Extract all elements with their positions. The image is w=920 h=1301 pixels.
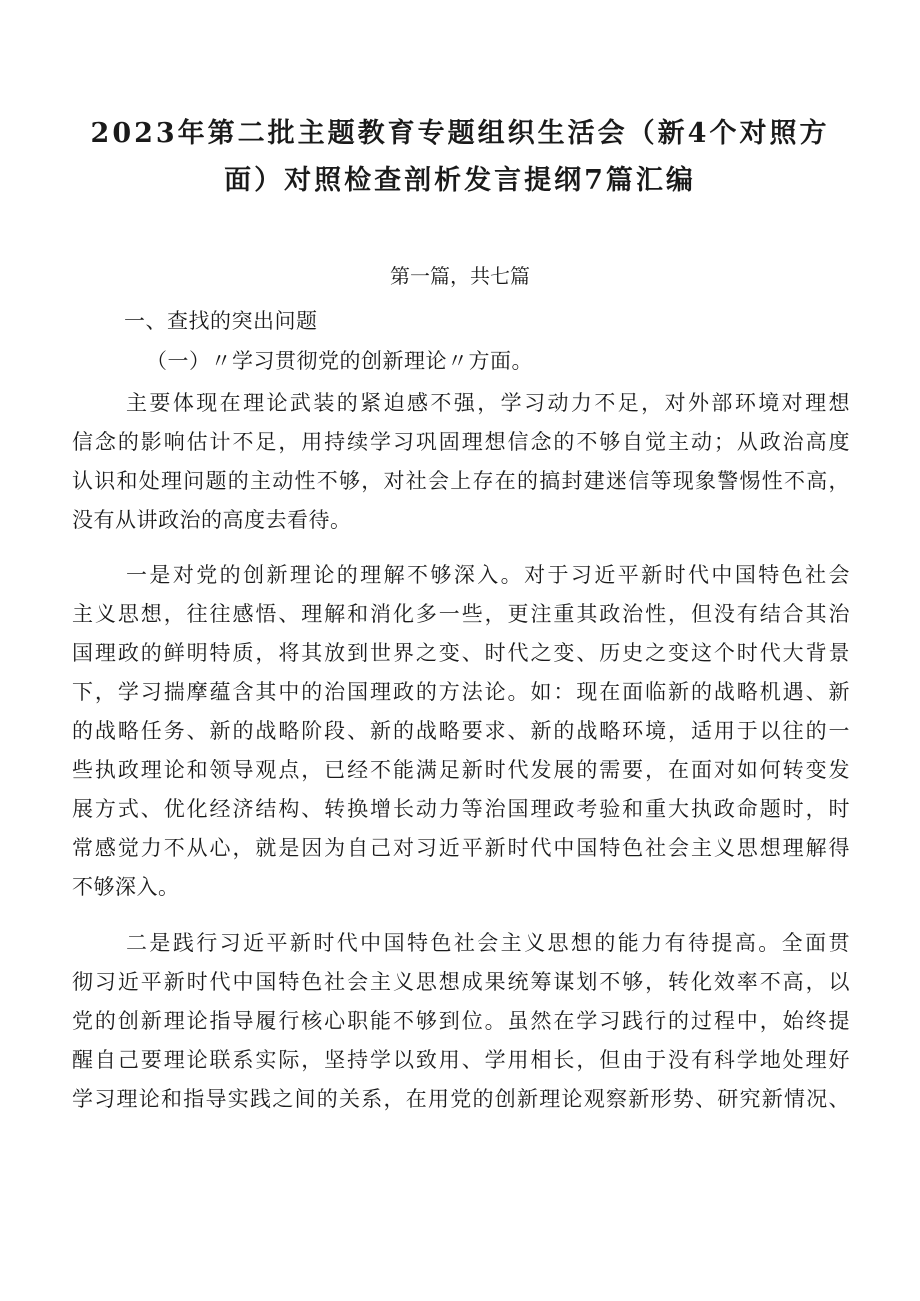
paragraph-2-line-8: 常感觉力不从心，就是因为自己对习近平新时代中国特色社会主义思想理解得 [72, 836, 850, 860]
paragraph-1-line-3: 认识和处理问题的主动性不够，对社会上存在的搞封建迷信等现象警惕性不高， [72, 469, 850, 493]
subheading-1: （一）〃学习贯彻党的创新理论〃方面。 [146, 349, 533, 373]
paragraph-3-line-5: 学习理论和指导实践之间的关系，在用党的创新理论观察新形势、研究新情况、 [72, 1087, 850, 1111]
paragraph-2-line-2: 主义思想，往往感悟、理解和消化多一些，更注重其政治性，但没有结合其治 [72, 602, 850, 626]
paragraph-1-line-1: 主要体现在理论武装的紧迫感不强，学习动力不足，对外部环境对理想 [126, 391, 850, 415]
paragraph-2-line-5: 的战略任务、新的战略阶段、新的战略要求、新的战略环境，适用于以往的一 [72, 719, 850, 743]
paragraph-2-line-6: 些执政理论和领导观点，已经不能满足新时代发展的需要，在面对如何转变发 [72, 758, 850, 782]
paragraph-2-line-9: 不够深入。 [72, 875, 180, 899]
paragraph-2-line-4: 下，学习揣摩蕴含其中的治国理政的方法论。如：现在面临新的战略机遇、新 [72, 680, 850, 704]
paragraph-1-line-2: 信念的影响估计不足，用持续学习巩固理想信念的不够自觉主动；从政治高度 [72, 430, 850, 454]
document-title-line-1: 2023年第二批主题教育专题组织生活会（新4个对照方 [90, 118, 830, 149]
paragraph-2-line-1: 一是对党的创新理论的理解不够深入。对于习近平新时代中国特色社会 [126, 563, 850, 587]
section-heading: 第一篇，共七篇 [390, 264, 530, 288]
paragraph-3-line-1: 二是践行习近平新时代中国特色社会主义思想的能力有待提高。全面贯 [126, 931, 850, 955]
paragraph-2-line-7: 展方式、优化经济结构、转换增长动力等治国理政考验和重大执政命题时，时 [72, 797, 850, 821]
paragraph-1-line-4: 没有从讲政治的高度去看待。 [72, 508, 352, 532]
paragraph-3-line-2: 彻习近平新时代中国特色社会主义思想成果统筹谋划不够，转化效率不高，以 [72, 970, 850, 994]
paragraph-3-line-4: 醒自己要理论联系实际，坚持学以致用、学用相长，但由于没有科学地处理好 [72, 1048, 850, 1072]
paragraph-2-line-3: 国理政的鲜明特质，将其放到世界之变、时代之变、历史之变这个时代大背景 [72, 641, 850, 665]
heading-1: 一、查找的突出问题 [124, 309, 318, 333]
paragraph-3-line-3: 党的创新理论指导履行核心职能不够到位。虽然在学习践行的过程中，始终提 [72, 1009, 850, 1033]
document-title-line-2: 面）对照检查剖析发言提纲7篇汇编 [224, 165, 696, 196]
